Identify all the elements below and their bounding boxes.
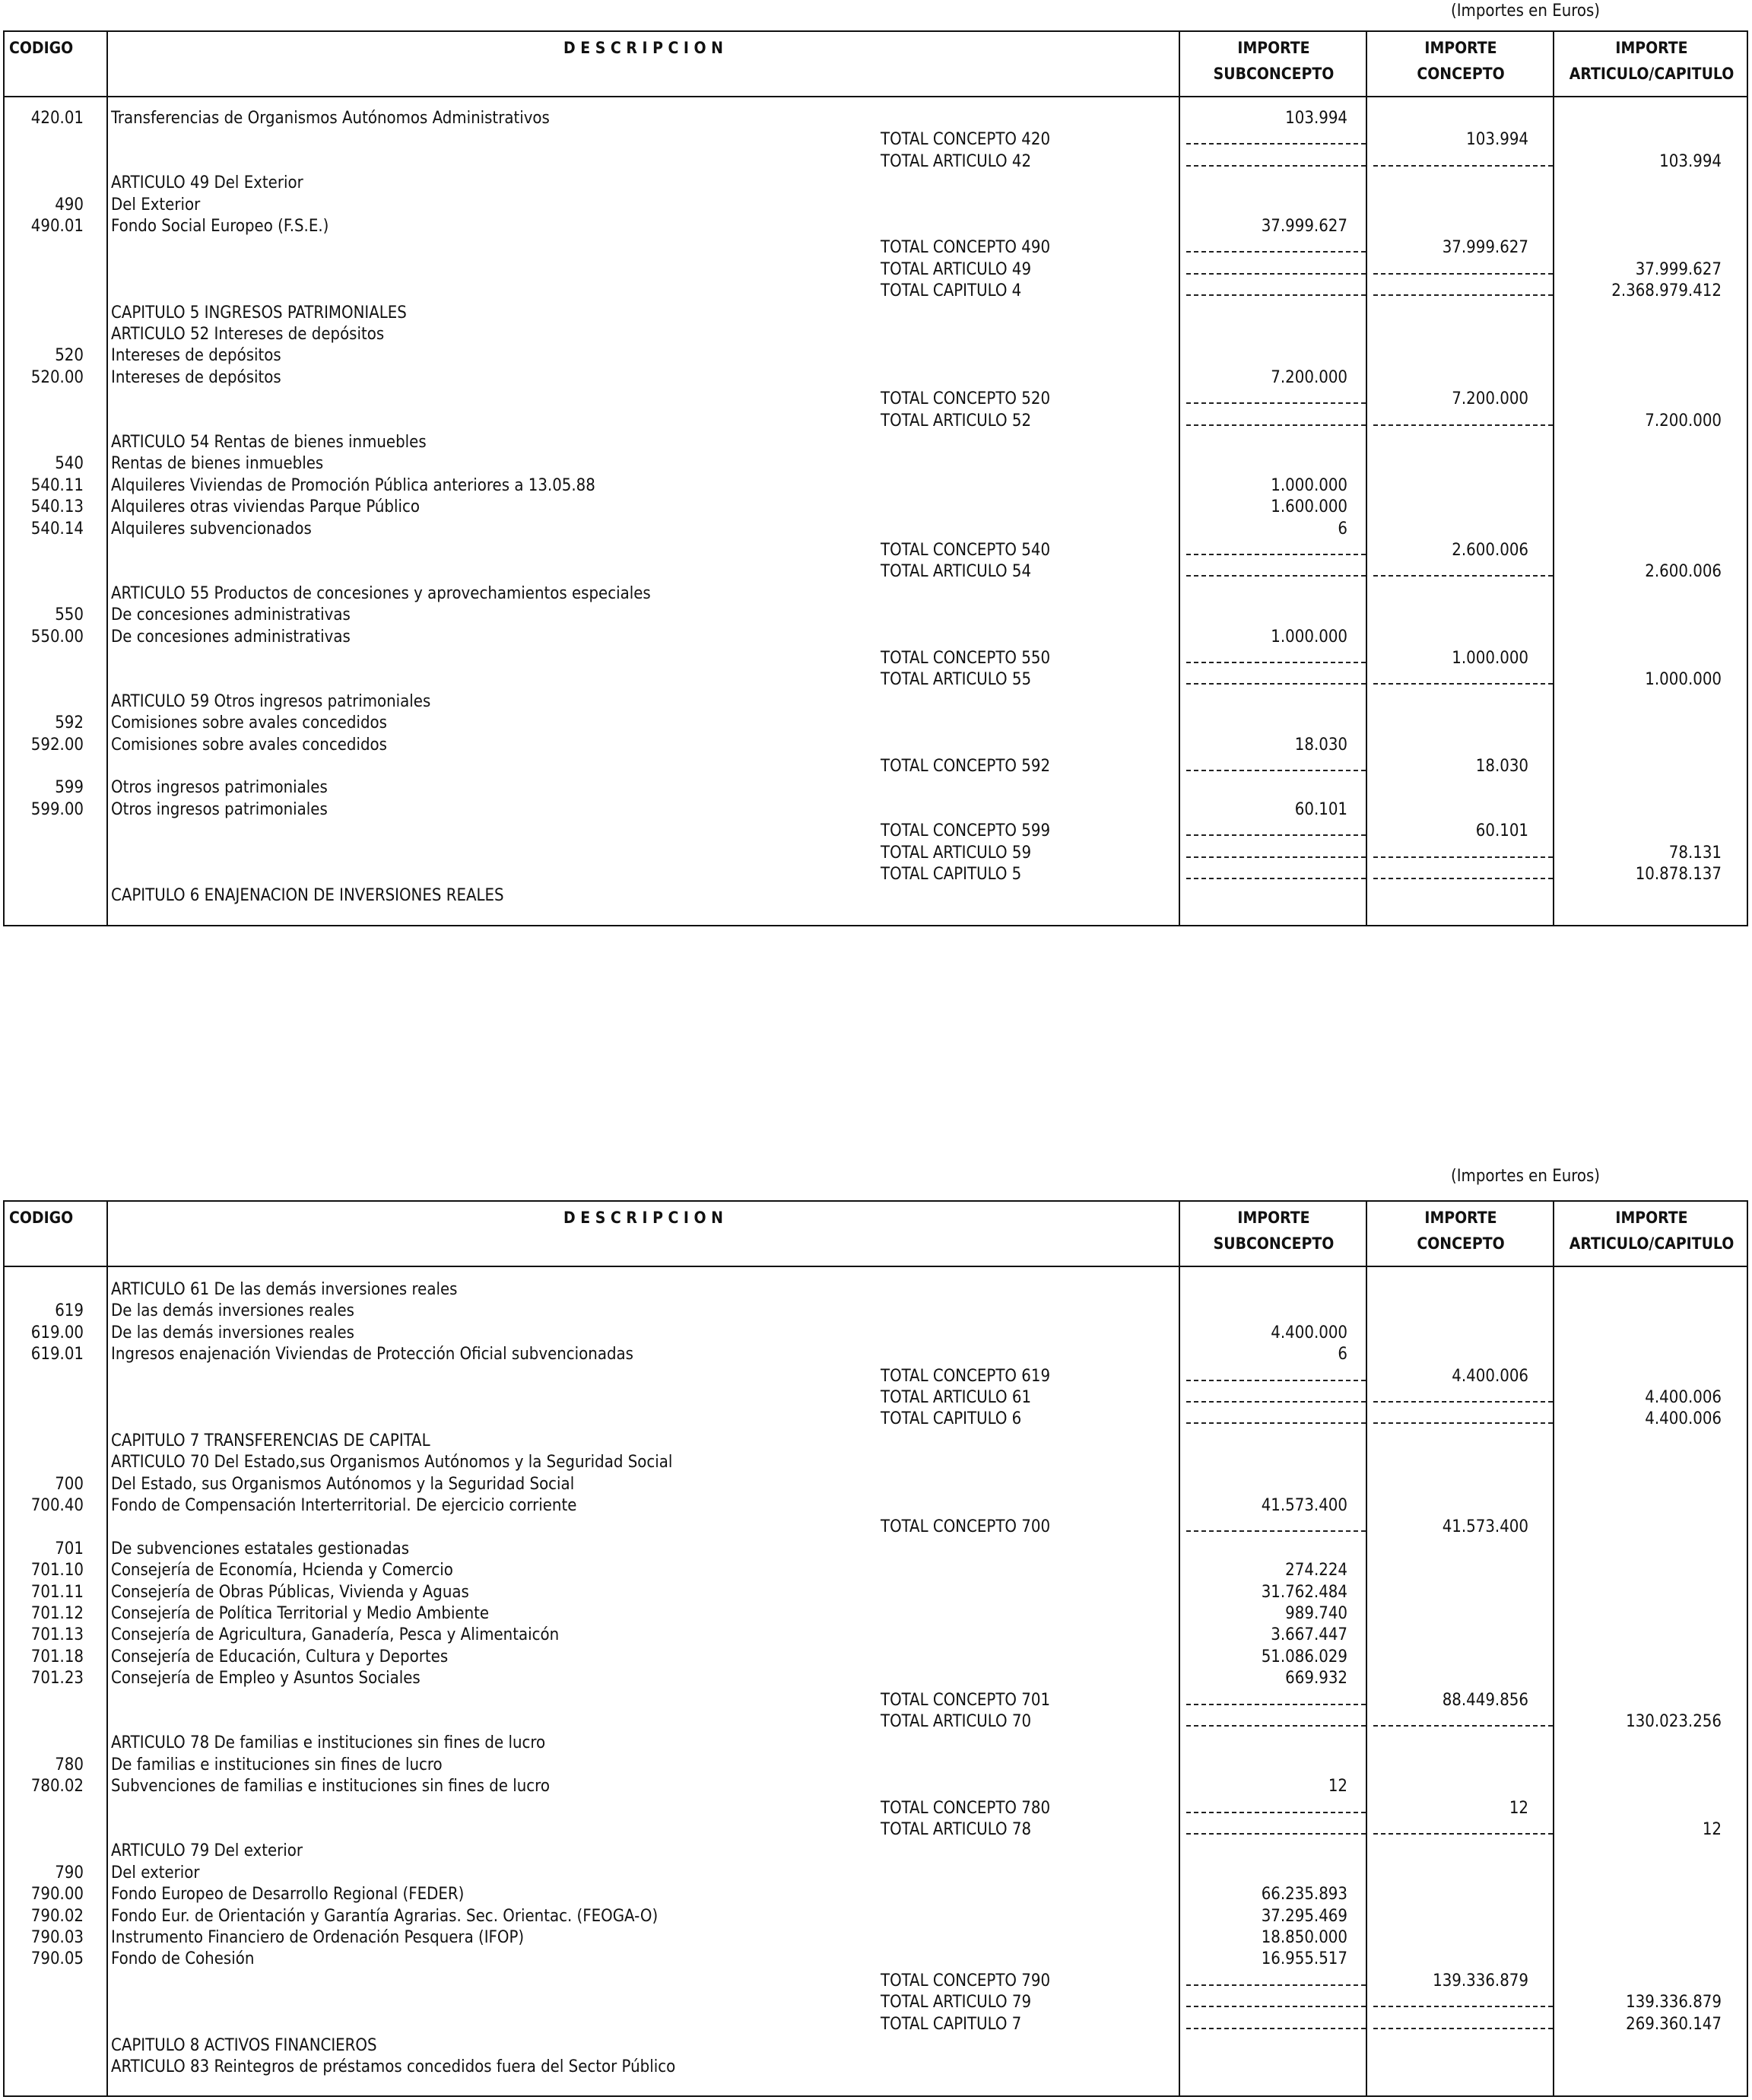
total-label-cell: TOTAL ARTICULO 52 bbox=[881, 411, 1032, 430]
header-concepto-line2: CONCEPTO bbox=[1417, 1234, 1505, 1253]
total-label-cell: TOTAL CONCEPTO 780 bbox=[881, 1798, 1051, 1818]
code-cell: 520.00 bbox=[30, 367, 84, 387]
code-cell: 619 bbox=[55, 1301, 84, 1321]
table-row bbox=[0, 367, 1752, 389]
total-label-cell: TOTAL CONCEPTO 700 bbox=[881, 1517, 1051, 1537]
header-subconcepto-line2: SUBCONCEPTO bbox=[1213, 65, 1335, 83]
subconcepto-amount: 18.030 bbox=[1294, 735, 1347, 755]
total-label-cell: TOTAL CONCEPTO 701 bbox=[881, 1690, 1051, 1710]
dashed-rule-subconcepto bbox=[1186, 424, 1366, 426]
code-cell: 619.00 bbox=[30, 1323, 84, 1342]
dashed-rule-subconcepto bbox=[1186, 251, 1366, 253]
table-row bbox=[0, 777, 1752, 799]
concepto-amount: 4.400.006 bbox=[1452, 1366, 1528, 1386]
subconcepto-amount: 3.667.447 bbox=[1271, 1625, 1347, 1645]
dashed-rule-subconcepto bbox=[1186, 165, 1366, 167]
total-label-cell: TOTAL CONCEPTO 520 bbox=[881, 389, 1051, 409]
articulo-amount: 2.368.979.412 bbox=[1611, 281, 1722, 301]
code-cell: 592.00 bbox=[30, 735, 84, 755]
description-cell: Ingresos enajenación Viviendas de Protección Oficial subvencionadas bbox=[111, 1345, 633, 1365]
table-row bbox=[0, 1819, 1752, 1841]
code-cell: 490 bbox=[55, 195, 84, 214]
code-cell: 599 bbox=[55, 778, 84, 798]
dashed-rule-subconcepto bbox=[1186, 1812, 1366, 1813]
articulo-amount: 78.131 bbox=[1668, 843, 1722, 863]
table-row bbox=[0, 1452, 1752, 1473]
articulo-amount: 4.400.006 bbox=[1645, 1409, 1722, 1429]
table-row bbox=[0, 648, 1752, 669]
articulo-amount: 37.999.627 bbox=[1635, 259, 1722, 279]
description-cell: Consejería de Agricultura, Ganadería, Pesca y Alimentaicón bbox=[111, 1625, 560, 1645]
dashed-rule-concepto bbox=[1373, 683, 1553, 685]
description-cell: ARTICULO 54 Rentas de bienes inmuebles bbox=[111, 433, 427, 452]
concepto-amount: 41.573.400 bbox=[1442, 1517, 1528, 1537]
dashed-rule-concepto bbox=[1373, 575, 1553, 577]
table-row bbox=[0, 1668, 1752, 1689]
concepto-amount: 103.994 bbox=[1466, 130, 1528, 150]
table-row bbox=[0, 195, 1752, 216]
total-label-cell: TOTAL CONCEPTO 420 bbox=[881, 130, 1051, 150]
header-concepto-line1: IMPORTE bbox=[1424, 39, 1497, 57]
description-cell: De familias e instituciones sin fines de lucro bbox=[111, 1755, 443, 1774]
description-cell: Instrumento Financiero de Ordenación Pesquera (IFOP) bbox=[111, 1928, 525, 1947]
dashed-rule-subconcepto bbox=[1186, 878, 1366, 879]
concepto-amount: 18.030 bbox=[1475, 757, 1528, 776]
table-row bbox=[0, 497, 1752, 518]
table-row bbox=[0, 1495, 1752, 1517]
table-row bbox=[0, 1344, 1752, 1365]
table-row bbox=[0, 1906, 1752, 1927]
description-cell: Del exterior bbox=[111, 1863, 200, 1882]
total-label-cell: TOTAL ARTICULO 59 bbox=[881, 843, 1032, 863]
total-label-cell: TOTAL CONCEPTO 619 bbox=[881, 1366, 1051, 1386]
total-label-cell: TOTAL CAPITULO 4 bbox=[881, 281, 1022, 301]
total-label-cell: TOTAL ARTICULO 55 bbox=[881, 670, 1032, 690]
header-articulo-line1: IMPORTE bbox=[1615, 39, 1688, 57]
dashed-rule-subconcepto bbox=[1186, 554, 1366, 555]
subconcepto-amount: 37.999.627 bbox=[1261, 217, 1347, 236]
header-descripcion: D E S C R I P C I O N bbox=[563, 1209, 723, 1227]
code-cell: 540 bbox=[55, 454, 84, 474]
table-row bbox=[0, 691, 1752, 713]
subconcepto-amount: 18.850.000 bbox=[1261, 1928, 1347, 1947]
table-row bbox=[0, 605, 1752, 626]
code-cell: 700.40 bbox=[30, 1496, 84, 1515]
concepto-amount: 60.101 bbox=[1475, 821, 1528, 841]
table-row bbox=[0, 1301, 1752, 1322]
code-cell: 790.03 bbox=[30, 1928, 84, 1947]
header-articulo-line2: ARTICULO/CAPITULO bbox=[1569, 65, 1735, 83]
table-row bbox=[0, 216, 1752, 237]
description-cell: CAPITULO 8 ACTIVOS FINANCIEROS bbox=[111, 2036, 377, 2055]
table-row bbox=[0, 885, 1752, 907]
code-cell: 550.00 bbox=[30, 627, 84, 647]
table-row bbox=[0, 1798, 1752, 1819]
description-cell: ARTICULO 59 Otros ingresos patrimoniales bbox=[111, 691, 431, 711]
articulo-amount: 269.360.147 bbox=[1626, 2014, 1722, 2034]
table-row bbox=[0, 1603, 1752, 1625]
table-row bbox=[0, 129, 1752, 151]
dashed-rule-subconcepto bbox=[1186, 1530, 1366, 1532]
code-cell: 790.02 bbox=[30, 1906, 84, 1926]
table-row bbox=[0, 627, 1752, 648]
articulo-amount: 103.994 bbox=[1659, 151, 1722, 171]
subconcepto-amount: 37.295.469 bbox=[1261, 1906, 1347, 1926]
description-cell: Consejería de Economía, Hcienda y Comercio bbox=[111, 1561, 453, 1581]
code-cell: 619.01 bbox=[30, 1345, 84, 1365]
table-row bbox=[0, 1733, 1752, 1754]
concepto-amount: 7.200.000 bbox=[1452, 389, 1528, 409]
table-row bbox=[0, 1625, 1752, 1646]
table-row bbox=[0, 389, 1752, 410]
table-row bbox=[0, 237, 1752, 259]
code-cell: 701.12 bbox=[30, 1604, 84, 1623]
table-row bbox=[0, 561, 1752, 583]
code-cell: 701.11 bbox=[30, 1582, 84, 1602]
table-row bbox=[0, 799, 1752, 821]
table-row bbox=[0, 519, 1752, 540]
code-cell: 780.02 bbox=[30, 1777, 84, 1797]
subconcepto-amount: 274.224 bbox=[1285, 1561, 1347, 1581]
header-subconcepto-line1: IMPORTE bbox=[1237, 1209, 1310, 1227]
dashed-rule-concepto bbox=[1373, 294, 1553, 296]
description-cell: ARTICULO 49 Del Exterior bbox=[111, 173, 303, 193]
dashed-rule-subconcepto bbox=[1186, 1833, 1366, 1835]
concepto-amount: 2.600.006 bbox=[1452, 541, 1528, 560]
total-label-cell: TOTAL ARTICULO 49 bbox=[881, 259, 1032, 279]
code-cell: 420.01 bbox=[30, 109, 84, 128]
units-note: (Importes en Euros) bbox=[1451, 2, 1601, 21]
dashed-rule-subconcepto bbox=[1186, 143, 1366, 145]
total-label-cell: TOTAL ARTICULO 79 bbox=[881, 1993, 1032, 2013]
description-cell: ARTICULO 55 Productos de concesiones y aprovechamientos especiales bbox=[111, 583, 651, 603]
dashed-rule-concepto bbox=[1373, 424, 1553, 426]
description-cell: Comisiones sobre avales concedidos bbox=[111, 735, 387, 755]
table-row bbox=[0, 1841, 1752, 1862]
table-row bbox=[0, 1755, 1752, 1776]
table-row bbox=[0, 756, 1752, 777]
table-row bbox=[0, 1647, 1752, 1668]
dashed-rule-concepto bbox=[1373, 1401, 1553, 1403]
subconcepto-amount: 66.235.893 bbox=[1261, 1885, 1347, 1905]
code-cell: 701.18 bbox=[30, 1647, 84, 1666]
header-divider bbox=[5, 1266, 1747, 1267]
code-cell: 550 bbox=[55, 605, 84, 625]
table-row bbox=[0, 1949, 1752, 1970]
description-cell: Otros ingresos patrimoniales bbox=[111, 778, 328, 798]
code-cell: 700 bbox=[55, 1474, 84, 1494]
header-subconcepto-line1: IMPORTE bbox=[1237, 39, 1310, 57]
total-label-cell: TOTAL CONCEPTO 550 bbox=[881, 649, 1051, 668]
table-row bbox=[0, 2057, 1752, 2078]
description-cell: ARTICULO 79 Del exterior bbox=[111, 1841, 303, 1861]
description-cell: ARTICULO 83 Reintegros de préstamos concedidos fuera del Sector Público bbox=[111, 2057, 676, 2077]
description-cell: De las demás inversiones reales bbox=[111, 1301, 354, 1321]
total-label-cell: TOTAL CONCEPTO 490 bbox=[881, 238, 1051, 258]
description-cell: Transferencias de Organismos Autónomos Administrativos bbox=[111, 109, 550, 128]
table-row bbox=[0, 432, 1752, 453]
articulo-amount: 10.878.137 bbox=[1635, 865, 1722, 884]
subconcepto-amount: 669.932 bbox=[1285, 1669, 1347, 1689]
total-label-cell: TOTAL ARTICULO 54 bbox=[881, 562, 1032, 582]
table-row bbox=[0, 1776, 1752, 1797]
subconcepto-amount: 4.400.000 bbox=[1271, 1323, 1347, 1342]
table-row bbox=[0, 713, 1752, 734]
code-cell: 592 bbox=[55, 713, 84, 733]
articulo-amount: 130.023.256 bbox=[1626, 1712, 1722, 1731]
description-cell: Rentas de bienes inmuebles bbox=[111, 454, 324, 474]
description-cell: Subvenciones de familias e instituciones sin fines de lucro bbox=[111, 1777, 550, 1797]
table-row bbox=[0, 281, 1752, 302]
total-label-cell: TOTAL ARTICULO 61 bbox=[881, 1388, 1032, 1407]
subconcepto-amount: 16.955.517 bbox=[1261, 1949, 1347, 1969]
total-label-cell: TOTAL ARTICULO 70 bbox=[881, 1712, 1032, 1731]
table-row bbox=[0, 1431, 1752, 1452]
total-label-cell: TOTAL CONCEPTO 540 bbox=[881, 541, 1051, 560]
description-cell: CAPITULO 6 ENAJENACION DE INVERSIONES REALES bbox=[111, 886, 504, 906]
table-row bbox=[0, 669, 1752, 691]
dashed-rule-subconcepto bbox=[1186, 1725, 1366, 1727]
concepto-amount: 1.000.000 bbox=[1452, 649, 1528, 668]
table-row bbox=[0, 1711, 1752, 1733]
articulo-amount: 1.000.000 bbox=[1645, 670, 1722, 690]
dashed-rule-subconcepto bbox=[1186, 2028, 1366, 2029]
header-concepto-line2: CONCEPTO bbox=[1417, 65, 1505, 83]
table-row bbox=[0, 1863, 1752, 1884]
dashed-rule-subconcepto bbox=[1186, 1704, 1366, 1705]
description-cell: Fondo Social Europeo (F.S.E.) bbox=[111, 217, 329, 236]
table-row bbox=[0, 843, 1752, 864]
dashed-rule-concepto bbox=[1373, 2028, 1553, 2029]
dashed-rule-concepto bbox=[1373, 273, 1553, 275]
header-descripcion: D E S C R I P C I O N bbox=[563, 39, 723, 57]
dashed-rule-subconcepto bbox=[1186, 1380, 1366, 1381]
subconcepto-amount: 60.101 bbox=[1294, 799, 1347, 819]
table-row bbox=[0, 1971, 1752, 1992]
total-label-cell: TOTAL ARTICULO 42 bbox=[881, 151, 1032, 171]
description-cell: ARTICULO 78 De familias e instituciones sin fines de lucro bbox=[111, 1733, 546, 1753]
total-label-cell: TOTAL CONCEPTO 599 bbox=[881, 821, 1051, 841]
table-row bbox=[0, 1323, 1752, 1344]
table-row bbox=[0, 259, 1752, 281]
subconcepto-amount: 31.762.484 bbox=[1261, 1582, 1347, 1602]
articulo-amount: 2.600.006 bbox=[1645, 562, 1722, 582]
description-cell: De subvenciones estatales gestionadas bbox=[111, 1539, 410, 1558]
dashed-rule-subconcepto bbox=[1186, 273, 1366, 275]
dashed-rule-subconcepto bbox=[1186, 1422, 1366, 1424]
table-row bbox=[0, 1690, 1752, 1711]
articulo-amount: 7.200.000 bbox=[1645, 411, 1722, 430]
description-cell: ARTICULO 61 De las demás inversiones reales bbox=[111, 1280, 458, 1299]
description-cell: Del Estado, sus Organismos Autónomos y la Seguridad Social bbox=[111, 1474, 575, 1494]
code-cell: 540.13 bbox=[30, 497, 84, 517]
table-row bbox=[0, 1539, 1752, 1560]
dashed-rule-subconcepto bbox=[1186, 2006, 1366, 2007]
table-row bbox=[0, 453, 1752, 475]
table-row bbox=[0, 151, 1752, 173]
dashed-rule-subconcepto bbox=[1186, 575, 1366, 577]
dashed-rule-concepto bbox=[1373, 2006, 1553, 2007]
subconcepto-amount: 1.000.000 bbox=[1271, 475, 1347, 495]
table-row bbox=[0, 303, 1752, 324]
table-row bbox=[0, 1560, 1752, 1581]
description-cell: De concesiones administrativas bbox=[111, 627, 351, 647]
header-concepto-line1: IMPORTE bbox=[1424, 1209, 1497, 1227]
units-note: (Importes en Euros) bbox=[1451, 1167, 1601, 1186]
table-row bbox=[0, 540, 1752, 561]
table-row bbox=[0, 345, 1752, 367]
description-cell: CAPITULO 7 TRANSFERENCIAS DE CAPITAL bbox=[111, 1431, 430, 1450]
header-articulo-line1: IMPORTE bbox=[1615, 1209, 1688, 1227]
table-row bbox=[0, 735, 1752, 756]
code-cell: 490.01 bbox=[30, 217, 84, 236]
subconcepto-amount: 989.740 bbox=[1285, 1604, 1347, 1623]
total-label-cell: TOTAL CAPITULO 7 bbox=[881, 2014, 1022, 2034]
description-cell: Comisiones sobre avales concedidos bbox=[111, 713, 387, 733]
table-row bbox=[0, 475, 1752, 497]
table-row bbox=[0, 2014, 1752, 2035]
table-row bbox=[0, 821, 1752, 842]
header-codigo: CODIGO bbox=[9, 39, 74, 57]
dashed-rule-concepto bbox=[1373, 856, 1553, 858]
code-cell: 790 bbox=[55, 1863, 84, 1882]
subconcepto-amount: 51.086.029 bbox=[1261, 1647, 1347, 1666]
table-row bbox=[0, 864, 1752, 885]
subconcepto-amount: 6 bbox=[1338, 1345, 1347, 1365]
description-cell: Intereses de depósitos bbox=[111, 367, 281, 387]
subconcepto-amount: 1.600.000 bbox=[1271, 497, 1347, 517]
concepto-amount: 88.449.856 bbox=[1442, 1690, 1528, 1710]
description-cell: Fondo de Cohesión bbox=[111, 1949, 255, 1969]
dashed-rule-subconcepto bbox=[1186, 770, 1366, 771]
subconcepto-amount: 103.994 bbox=[1285, 109, 1347, 128]
articulo-amount: 4.400.006 bbox=[1645, 1388, 1722, 1407]
description-cell: Alquileres Viviendas de Promoción Pública anteriores a 13.05.88 bbox=[111, 475, 595, 495]
concepto-amount: 37.999.627 bbox=[1442, 238, 1528, 258]
table-row bbox=[0, 1992, 1752, 2013]
description-cell: CAPITULO 5 INGRESOS PATRIMONIALES bbox=[111, 303, 407, 322]
dashed-rule-concepto bbox=[1373, 878, 1553, 879]
total-label-cell: TOTAL CONCEPTO 592 bbox=[881, 757, 1051, 776]
description-cell: De concesiones administrativas bbox=[111, 605, 351, 625]
description-cell: Consejería de Empleo y Asuntos Sociales bbox=[111, 1669, 421, 1689]
table-row bbox=[0, 108, 1752, 129]
dashed-rule-subconcepto bbox=[1186, 834, 1366, 836]
description-cell: Del Exterior bbox=[111, 195, 201, 214]
total-label-cell: TOTAL CAPITULO 5 bbox=[881, 865, 1022, 884]
code-cell: 701 bbox=[55, 1539, 84, 1558]
code-cell: 520 bbox=[55, 346, 84, 366]
articulo-amount: 139.336.879 bbox=[1626, 1993, 1722, 2013]
concepto-amount: 139.336.879 bbox=[1433, 1971, 1528, 1990]
table-row bbox=[0, 1279, 1752, 1301]
code-cell: 790.00 bbox=[30, 1885, 84, 1905]
table-row bbox=[0, 1884, 1752, 1905]
dashed-rule-subconcepto bbox=[1186, 662, 1366, 663]
code-cell: 701.10 bbox=[30, 1561, 84, 1581]
subconcepto-amount: 6 bbox=[1338, 519, 1347, 539]
table-row bbox=[0, 1927, 1752, 1949]
description-cell: Intereses de depósitos bbox=[111, 346, 281, 366]
description-cell: Consejería de Educación, Cultura y Deportes bbox=[111, 1647, 449, 1666]
table-row bbox=[0, 1366, 1752, 1387]
description-cell: Fondo de Compensación Interterritorial. De ejercicio corriente bbox=[111, 1496, 577, 1515]
table-row bbox=[0, 583, 1752, 605]
subconcepto-amount: 41.573.400 bbox=[1261, 1496, 1347, 1515]
code-cell: 780 bbox=[55, 1755, 84, 1774]
description-cell: ARTICULO 70 Del Estado,sus Organismos Autónomos y la Seguridad Social bbox=[111, 1453, 673, 1473]
dashed-rule-subconcepto bbox=[1186, 294, 1366, 296]
code-cell: 599.00 bbox=[30, 799, 84, 819]
description-cell: Fondo Europeo de Desarrollo Regional (FEDER) bbox=[111, 1885, 465, 1905]
table-row bbox=[0, 1517, 1752, 1538]
dashed-rule-subconcepto bbox=[1186, 856, 1366, 858]
header-divider bbox=[5, 96, 1747, 97]
total-label-cell: TOTAL ARTICULO 78 bbox=[881, 1820, 1032, 1839]
description-cell: Consejería de Política Territorial y Medio Ambiente bbox=[111, 1604, 490, 1623]
table-row bbox=[0, 1387, 1752, 1409]
description-cell: ARTICULO 52 Intereses de depósitos bbox=[111, 325, 385, 344]
table-row bbox=[0, 2035, 1752, 2057]
table-row bbox=[0, 411, 1752, 432]
code-cell: 790.05 bbox=[30, 1949, 84, 1969]
description-cell: Fondo Eur. de Orientación y Garantía Agrarias. Sec. Orientac. (FEOGA-O) bbox=[111, 1906, 659, 1926]
table-row bbox=[0, 1582, 1752, 1603]
dashed-rule-subconcepto bbox=[1186, 402, 1366, 404]
description-cell: Consejería de Obras Públicas, Vivienda y Aguas bbox=[111, 1582, 469, 1602]
concepto-amount: 12 bbox=[1509, 1798, 1528, 1818]
table-row bbox=[0, 1474, 1752, 1495]
subconcepto-amount: 12 bbox=[1328, 1777, 1347, 1797]
code-cell: 701.13 bbox=[30, 1625, 84, 1645]
header-articulo-line2: ARTICULO/CAPITULO bbox=[1569, 1234, 1735, 1253]
code-cell: 540.14 bbox=[30, 519, 84, 539]
subconcepto-amount: 1.000.000 bbox=[1271, 627, 1347, 647]
dashed-rule-subconcepto bbox=[1186, 683, 1366, 685]
code-cell: 540.11 bbox=[30, 475, 84, 495]
description-cell: Alquileres subvencionados bbox=[111, 519, 312, 539]
table-row bbox=[0, 1409, 1752, 1430]
articulo-amount: 12 bbox=[1702, 1820, 1722, 1839]
total-label-cell: TOTAL CAPITULO 6 bbox=[881, 1409, 1022, 1429]
table-row bbox=[0, 173, 1752, 194]
header-subconcepto-line2: SUBCONCEPTO bbox=[1213, 1234, 1335, 1253]
description-cell: De las demás inversiones reales bbox=[111, 1323, 354, 1342]
header-codigo: CODIGO bbox=[9, 1209, 74, 1227]
dashed-rule-concepto bbox=[1373, 1833, 1553, 1835]
description-cell: Alquileres otras viviendas Parque Público bbox=[111, 497, 420, 517]
dashed-rule-concepto bbox=[1373, 1422, 1553, 1424]
dashed-rule-subconcepto bbox=[1186, 1401, 1366, 1403]
dashed-rule-concepto bbox=[1373, 1725, 1553, 1727]
subconcepto-amount: 7.200.000 bbox=[1271, 367, 1347, 387]
code-cell: 701.23 bbox=[30, 1669, 84, 1689]
description-cell: Otros ingresos patrimoniales bbox=[111, 799, 328, 819]
dashed-rule-subconcepto bbox=[1186, 1984, 1366, 1986]
total-label-cell: TOTAL CONCEPTO 790 bbox=[881, 1971, 1051, 1990]
dashed-rule-concepto bbox=[1373, 165, 1553, 167]
table-row bbox=[0, 324, 1752, 345]
